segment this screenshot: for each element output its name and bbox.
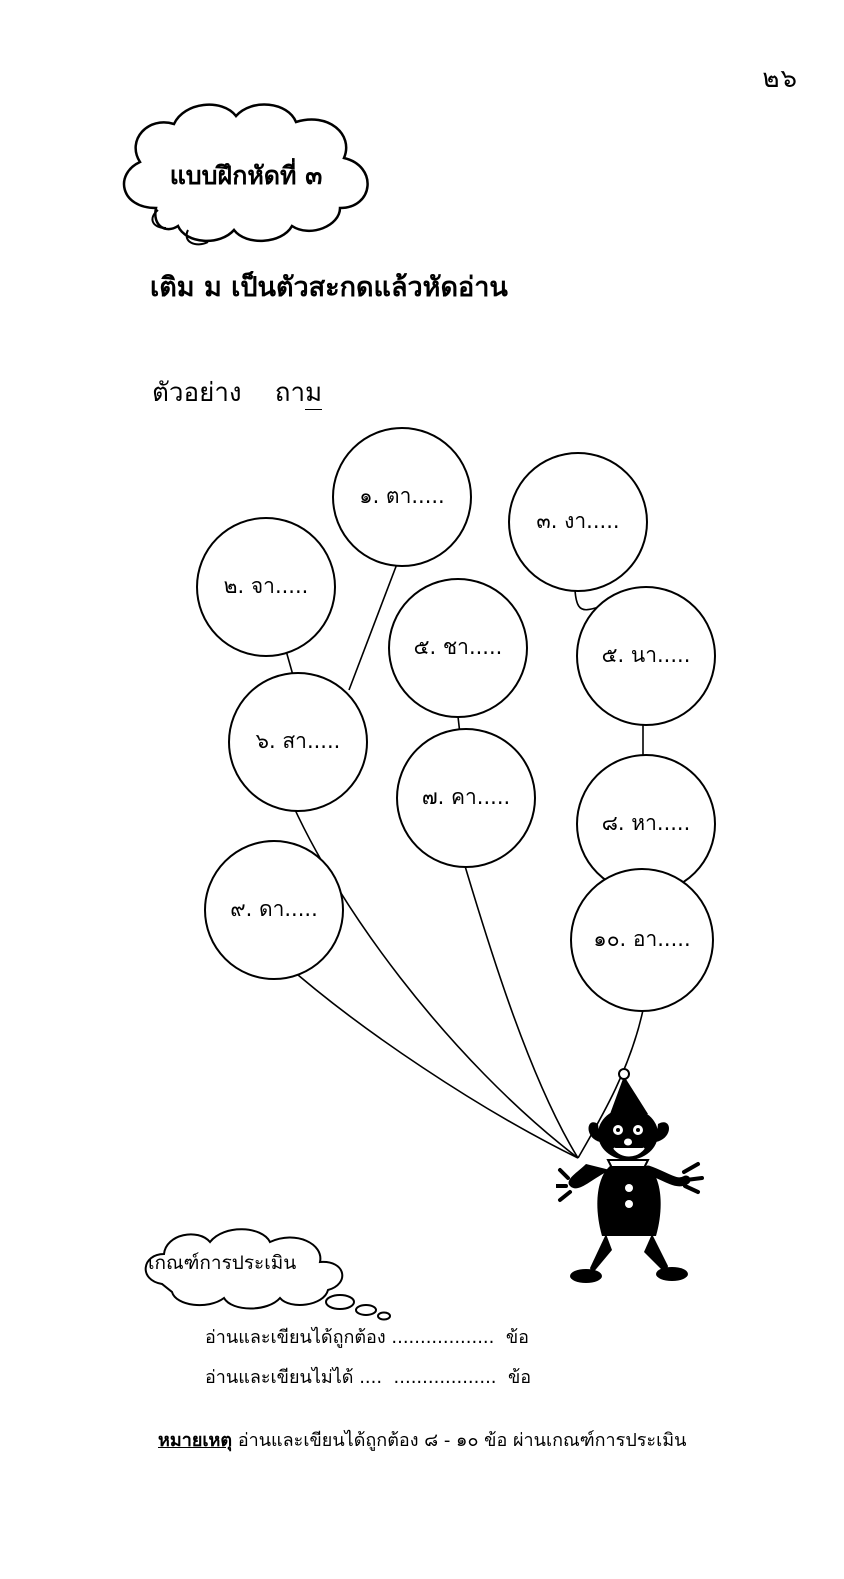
criteria-line-2: อ่านและเขียนไม่ได้ .... .................. ข้อ (205, 1367, 532, 1388)
balloon-label-10: ๑๐. อา..... (593, 926, 691, 951)
example-letter: ม (305, 378, 323, 408)
balloon-label-1: ๑. ตา..... (359, 483, 445, 508)
balloon-label-9: ๙. ดา..... (230, 896, 318, 921)
balloon-10[interactable] (570, 868, 714, 1012)
balloon-label-2: ๒. จา..... (223, 573, 309, 598)
note-label: หมายเหตุ (158, 1430, 233, 1451)
criteria-line-1: อ่านและเขียนได้ถูกต้อง .................. ข้อ (205, 1327, 529, 1348)
balloon-2[interactable] (196, 517, 336, 657)
balloon-label-5: ๕. นา..... (601, 642, 691, 667)
instruction-text: เติม ม เป็นตัวสะกดแล้วหัดอ่าน (150, 272, 508, 303)
balloon-5[interactable] (576, 586, 716, 726)
balloon-4[interactable] (388, 578, 528, 718)
example-line (152, 372, 322, 413)
assessment-criteria (205, 1318, 531, 1398)
balloon-label-3: ๓. งา..... (536, 508, 620, 533)
balloon-3[interactable] (508, 452, 648, 592)
assessment-note (158, 1425, 686, 1454)
balloon-label-6: ๖. สา..... (255, 728, 341, 753)
page-number: ๒๖ (762, 64, 798, 94)
title-cloud (96, 96, 396, 256)
example-label: ตัวอย่าง (152, 378, 242, 408)
balloon-label-7: ๗. คา..... (421, 784, 511, 809)
note-text: อ่านและเขียนได้ถูกต้อง ๘ - ๑๐ ข้อ ผ่านเกณฑ์การประเมิน (237, 1430, 687, 1451)
balloon-7[interactable] (396, 728, 536, 868)
clown-icon (556, 1068, 716, 1288)
balloon-9[interactable] (204, 840, 344, 980)
worksheet-title: แบบฝึกหัดที่ ๓ (169, 161, 323, 190)
clown-illustration (556, 1068, 716, 1288)
example-word: ถา (274, 378, 306, 408)
balloon-label-8: ๘. หา..... (601, 810, 691, 835)
balloon-label-4: ๕. ชา..... (413, 634, 503, 659)
balloon-6[interactable] (228, 672, 368, 812)
assessment-title: เกณฑ์การประเมิน (148, 1252, 297, 1274)
balloon-1[interactable] (332, 427, 472, 567)
